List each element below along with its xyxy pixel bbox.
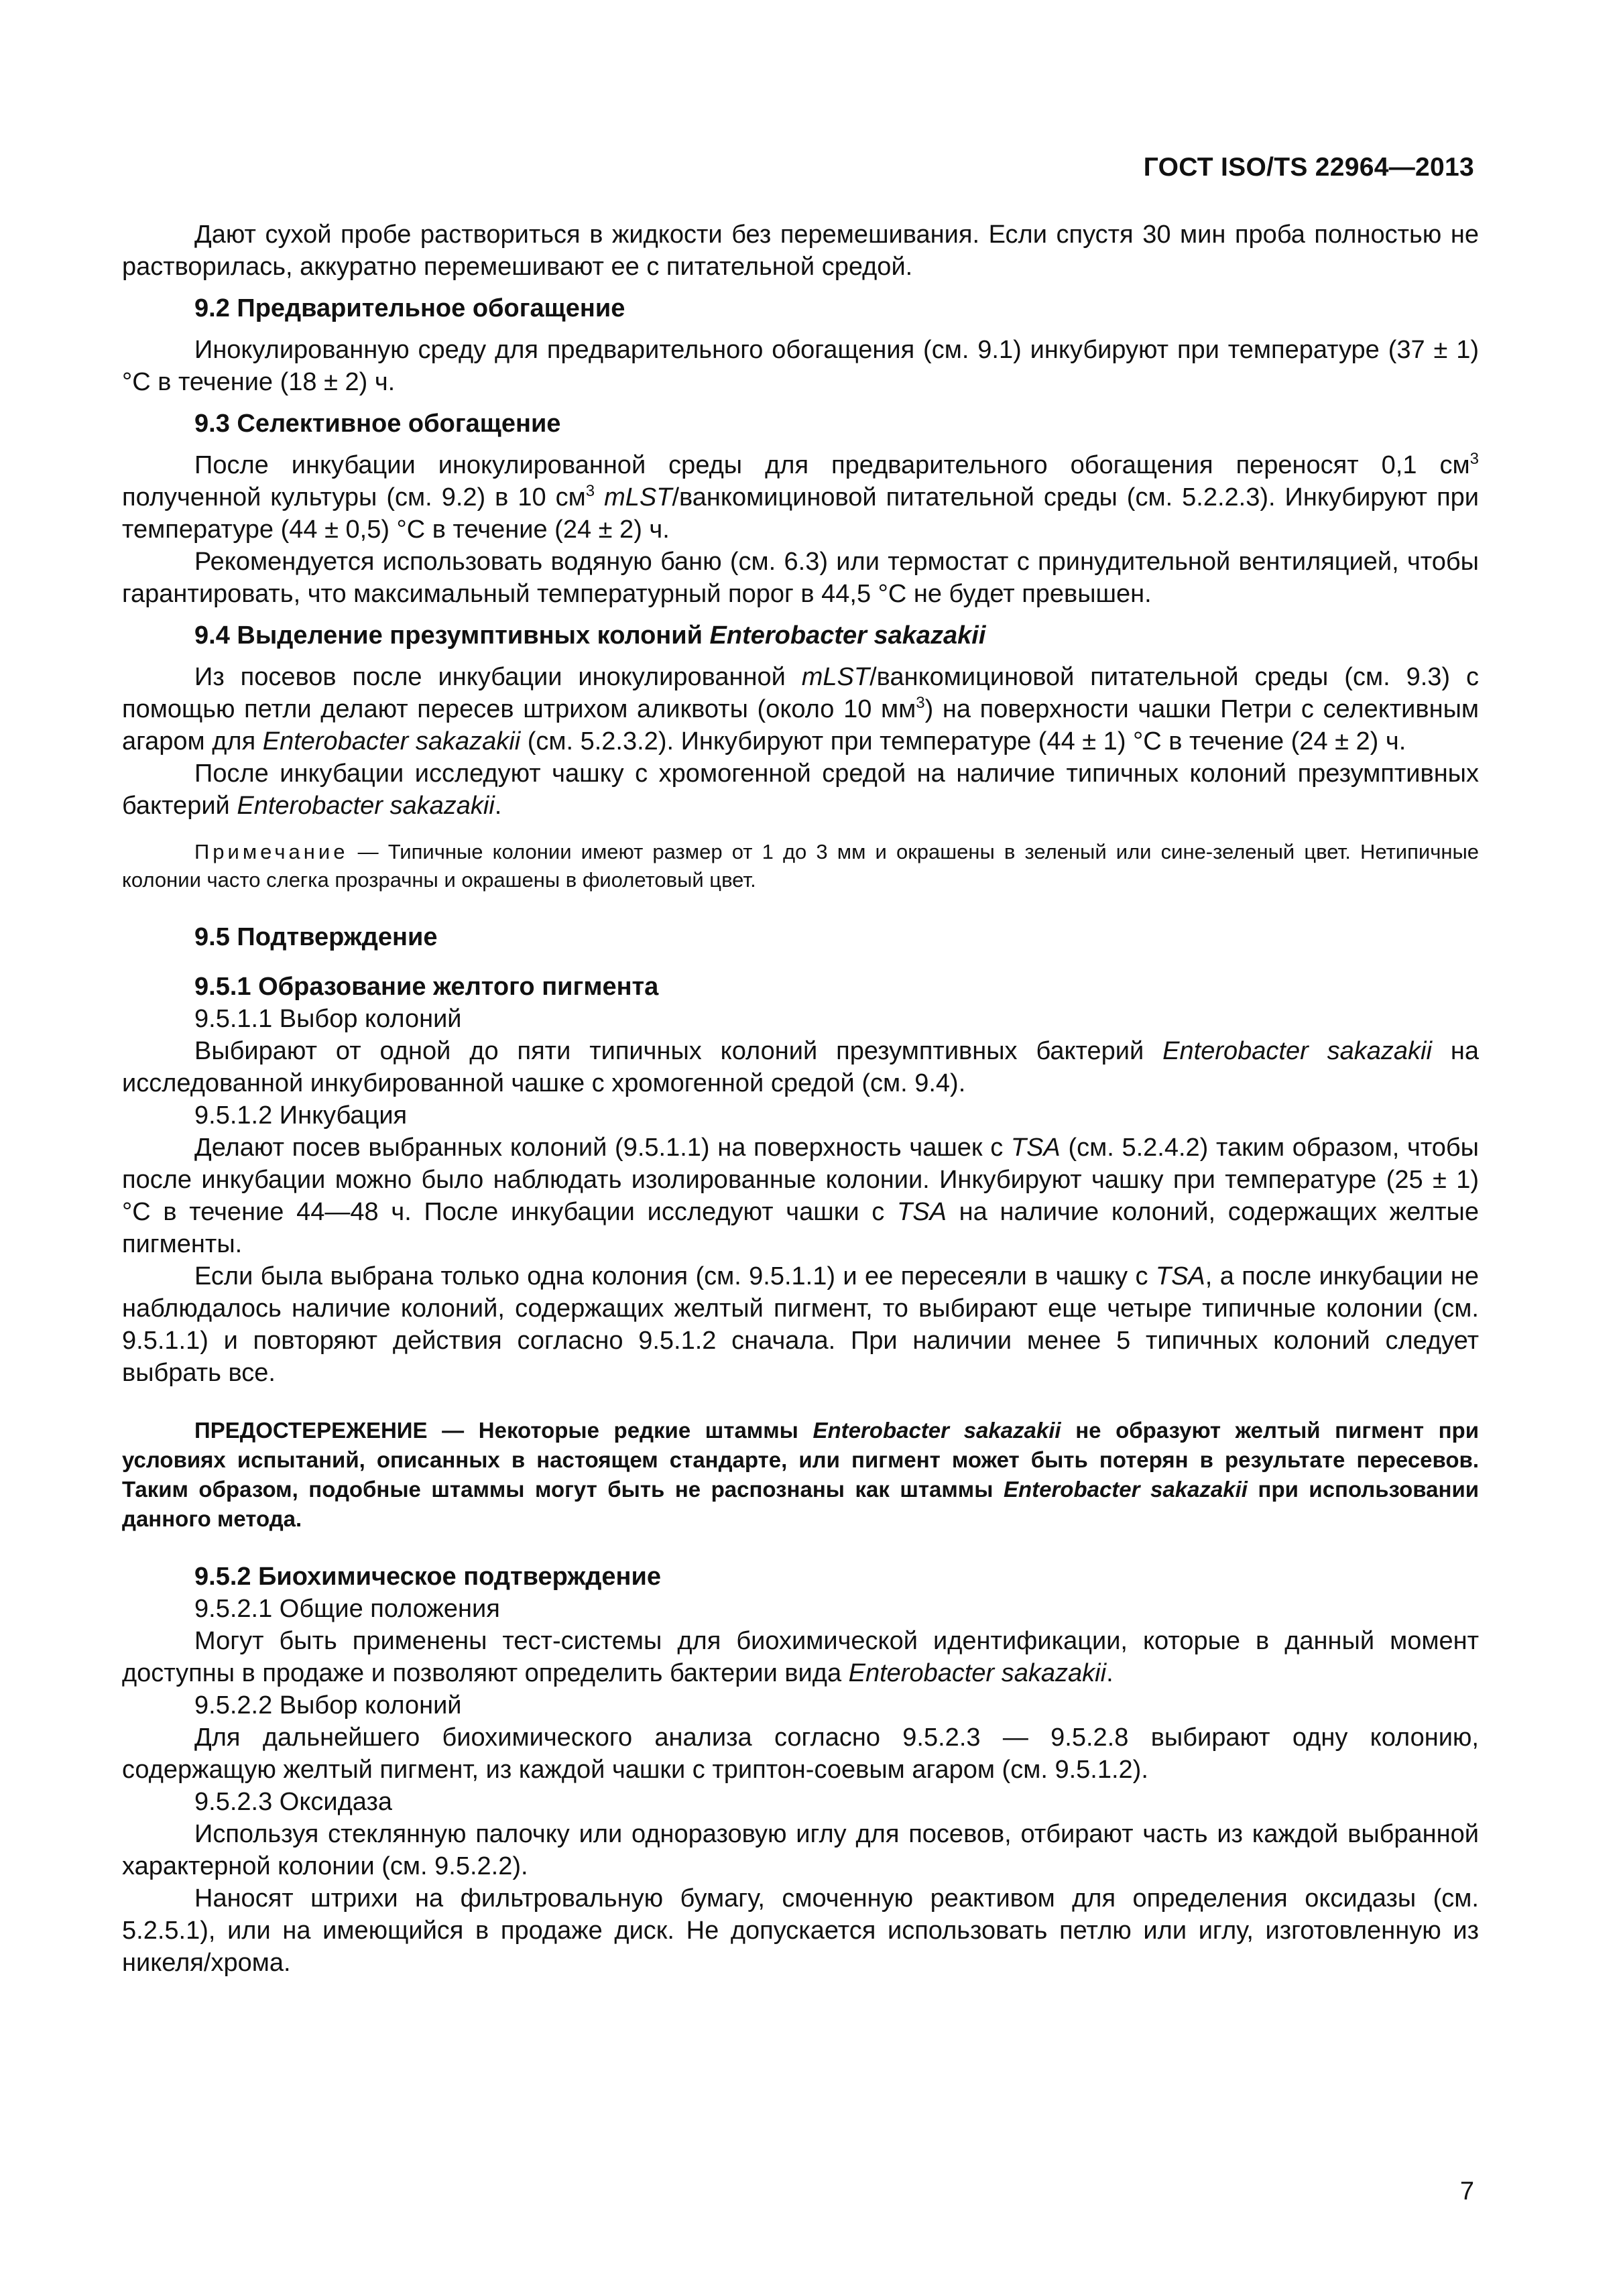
paragraph: Могут быть применены тест-системы для биохимической идентификации, которые в данный момент доступны в продаже и позволяют определить бактерии вида Enterobacter sakazakii. (122, 1627, 1479, 1687)
paragraph: Выбирают от одной до пяти типичных колоний презумптивных бактерий Enterobacter sakazakii на исследованной инкубированной чашке с хромогенной средой (см. 9.4). (122, 1037, 1479, 1097)
paragraph: Дают сухой пробе раствориться в жидкости без перемешивания. Если спустя 30 мин проба полностью не растворилась, аккуратно перемешивают ее с питательной средой. (122, 221, 1479, 281)
standard-header: ГОСТ ISO/TS 22964—2013 (1143, 153, 1474, 182)
section-heading-9-5-2: 9.5.2 Биохимическое подтверждение (194, 1563, 661, 1591)
paragraph: После инкубации исследуют чашку с хромогенной средой на наличие типичных колоний презумптивных бактерий Enterobacter sakazakii. (122, 760, 1479, 820)
section-heading-9-4: 9.4 Выделение презумптивных колоний Enterobacter sakazakii (194, 621, 986, 650)
page-number: 7 (1459, 2177, 1474, 2206)
section-heading-9-3: 9.3 Селективное обогащение (194, 410, 561, 438)
paragraph: Рекомендуется использовать водяную баню (см. 6.3) или термостат с принудительной вентиляцией, чтобы гарантировать, что максимальный температурный порог в 44,5 °С не будет превышен. (122, 548, 1479, 608)
paragraph: Наносят штрихи на фильтровальную бумагу, смоченную реактивом для определения оксидазы (см. 5.2.5.1), или на имеющийся в продаже диск. Не допускается использовать петлю или иглу, изготовленную из никеля/хрома. (122, 1884, 1479, 1977)
paragraph: Используя стеклянную палочку или одноразовую иглу для посевов, отбирают часть из каждой выбранной характерной колонии (см. 9.5.2.2). (122, 1820, 1479, 1880)
subsection-label-9-5-2-1: 9.5.2.1 Общие положения (194, 1595, 500, 1623)
note: Примечание — Типичные колонии имеют размер от 1 до 3 мм и окрашены в зеленый или сине-зеленый цвет. Нетипичные колонии часто слегка прозрачны и окрашены в фиолетовый цвет. (122, 840, 1479, 892)
paragraph: После инкубации инокулированной среды для предварительного обогащения переносят 0,1 $см^3$ полученной культуры (см. 9.2) в 10 $см^3$ mLST/ванкомициновой питательной среды (см. 5.2.2.3). Инкубируют при температуре (44 ± 0,5) °С в течение (24 ± 2) ч. (122, 450, 1480, 544)
paragraph: Из посевов после инкубации инокулированной mLST/ванкомициновой питательной среды (см. 9.3) с помощью петли делают пересев штрихом аликвоты (около 10 $мм^3$) на поверхности чашки Петри с селективным агаром для Enterobacter sakazakii (см. 5.2.3.2). Инкубируют при температуре (44 ± 1) °С в течение (24 ± 2) ч. (122, 663, 1480, 756)
warning-block: ПРЕДОСТЕРЕЖЕНИЕ — Некоторые редкие штаммы Enterobacter sakazakii не образуют желтый пигмент при условиях испытаний, описанных в настоящем стандарте, или пигмент может быть потерян в результате пересевов. Таким образом, подобные штаммы могут быть не распознаны как штаммы Enterobacter sakazakii при использовании данного метода. (122, 1418, 1480, 1531)
document-body (122, 219, 1479, 1979)
subsection-label-9-5-2-2: 9.5.2.2 Выбор колоний (194, 1691, 462, 1719)
paragraph: Делают посев выбранных колоний (9.5.1.1) на поверхность чашек с TSA (см. 5.2.4.2) таким образом, чтобы после инкубации можно было наблюдать изолированные колонии. Инкубируют чашку при температуре (25 ± 1) °С в течение 44—48 ч. После инкубации исследуют чашки с TSA на наличие колоний, содержащих желтые пигменты. (122, 1134, 1479, 1258)
section-heading-9-5: 9.5 Подтверждение (194, 923, 438, 951)
section-heading-9-2: 9.2 Предварительное обогащение (194, 294, 625, 322)
subsection-label-9-5-1-2: 9.5.1.2 Инкубация (194, 1101, 408, 1130)
subsection-label-9-5-2-3: 9.5.2.3 Оксидаза (194, 1788, 393, 1816)
note-label: Примечание (194, 840, 349, 863)
section-heading-9-5-1: 9.5.1 Образование желтого пигмента (194, 973, 659, 1001)
paragraph: Если была выбрана только одна колония (см. 9.5.1.1) и ее пересеяли в чашку с TSA, а после инкубации не наблюдалось наличие колоний, содержащих желтый пигмент, то выбирают еще четыре типичные колонии (см. 9.5.1.1) и повторяют действия согласно 9.5.1.2 сначала. При наличии менее 5 типичных колоний следует выбрать все. (122, 1262, 1480, 1387)
paragraph: Инокулированную среду для предварительного обогащения (см. 9.1) инкубируют при температуре (37 ± 1) °С в течение (18 ± 2) ч. (122, 336, 1479, 396)
paragraph: Для дальнейшего биохимического анализа согласно 9.5.2.3 — 9.5.2.8 выбирают одну колонию, содержащую желтый пигмент, из каждой чашки с триптон-соевым агаром (см. 9.5.1.2). (122, 1724, 1479, 1784)
subsection-label-9-5-1-1: 9.5.1.1 Выбор колоний (194, 1005, 462, 1033)
